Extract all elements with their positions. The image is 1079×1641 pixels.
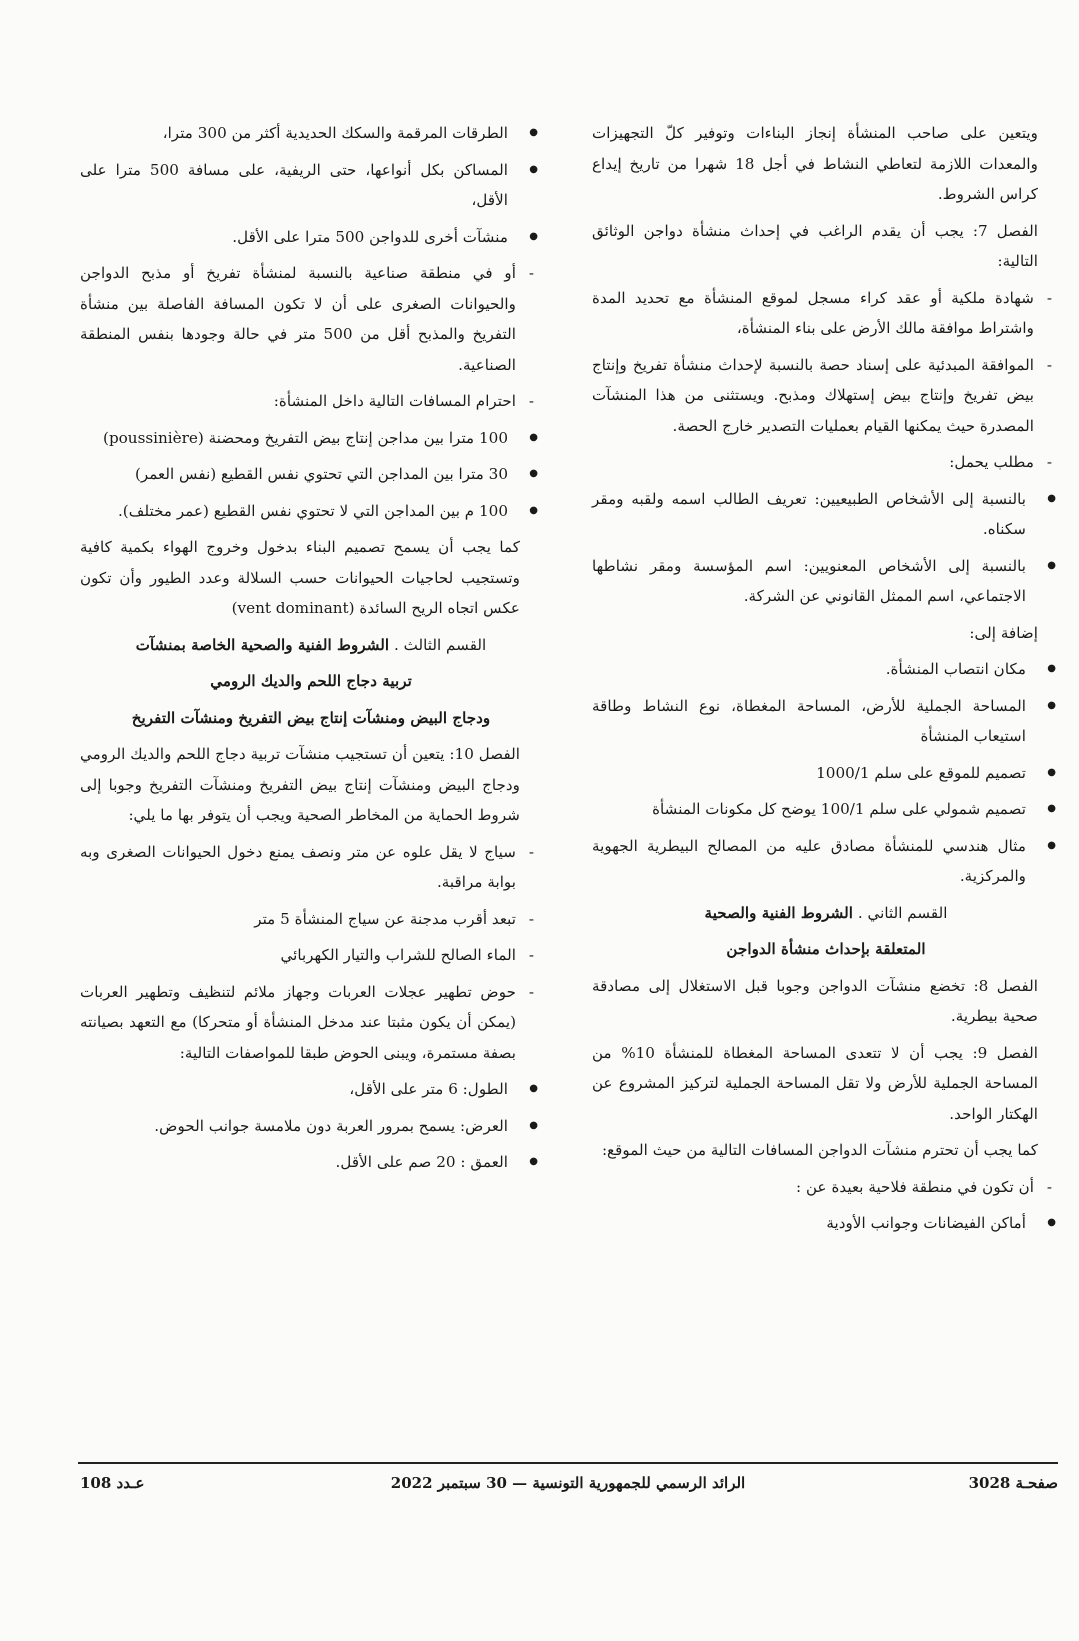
bullet-item: ● مكان انتصاب المنشأة. [592,654,1060,685]
dash-item: - احترام المسافات التالية داخل المنشأة: [80,386,542,417]
dash-item: - مطلب يحمل: [592,447,1060,478]
article-8: الفصل 8: تخضع منشآت الدواجن وجوبا قبل الاستغلال إلى مصادقة صحية بيطرية. [592,976,1038,1025]
bullet-item: ● العرض: يسمح بمرور العربة دون ملامسة جوانب الحوض. [80,1111,542,1142]
paragraph: كما يجب أن يسمح تصميم البناء بدخول وخروج الهواء بكمية كافية وتستجيب لحاجيات الحيوانات حسب السلالة وعدد الطيور وأن تكون عكس اتجاه الريح السائدة (vent dominant) [80,538,520,617]
bullet-item: ● 30 مترا بين المداجن التي تحتوي نفس القطيع (نفس العمر) [80,459,542,490]
bullet-item: ● بالنسبة إلى الأشخاص المعنويين: اسم المؤسسة ومقر نشاطها الاجتماعي، اسم الممثل القانوني عن الشركة. [592,551,1060,612]
bullet-item: ● منشآت أخرى للدواجن 500 مترا على الأقل. [80,222,542,253]
dash-item: - أو في منطقة صناعية بالنسبة لمنشأة تفريخ أو مذبح الدواجن والحيوانات الصغرى على أن لا تكون المسافة الفاصلة بين منشأة التفريخ والمذبح أقل من 500 متر في حالة وجودها بنفس المنطقة الصناعية. [80,258,542,380]
article-9: الفصل 9: يجب أن لا تتعدى المساحة المغطاة للمنشأة 10% من المساحة الجملية للأرض ولا تقل المساحة الجملية لتركيز المشروع عن الهكتار الواحد. [592,1043,1038,1123]
bullet-item: ● مثال هندسي للمنشأة مصادق عليه من المصالح البيطرية الجهوية والمركزية. [592,831,1060,892]
dash-item: - الماء الصالح للشراب والتيار الكهربائي [80,940,542,971]
dash-item: - سياج لا يقل علوه عن متر ونصف يمنع دخول الحيوانات الصغرى وبه بوابة مراقبة. [80,837,542,898]
dash-item: - تبعد أقرب مدجنة عن سياج المنشأة 5 متر [80,904,542,935]
section-title: الشروط الفنية والصحية الخاصة بمنشآت [135,635,390,654]
page-footer [78,1474,1058,1504]
dash-item: - أن تكون في منطقة فلاحية بعيدة عن : [592,1172,1060,1203]
bullet-item: ● تصميم للموقع على سلم 1000/1 [592,758,1060,789]
section-heading-line2: المتعلقة بإحداث منشأة الدواجن [726,940,926,958]
paragraph: ويتعين على صاحب المنشأة إنجاز البناءات وتوفير كلّ التجهيزات والمعدات اللازمة لتعاطي النشاط في أجل 18 شهرا من تاريخ إيداع كراس الشروط. [592,124,1038,203]
section-heading [80,630,542,661]
bullet-item: ● 100 م بين المداجن التي لا تحتوي نفس القطيع (عمر مختلف). [80,496,542,527]
issue-number: عـدد 108 [80,1474,145,1492]
section-heading-line2: تربية دجاج اللحم والديك الرومي [210,672,412,690]
bullet-item: ● الطرقات المرقمة والسكك الحديدية أكثر من 300 مترا، [80,118,542,149]
section-number: القسم الثالث . [389,635,487,654]
dash-item: - حوض تطهير عجلات العربات وجهاز ملائم لتنظيف وتطهير العربات (يمكن أن يكون مثبتا عند مدخل المنشأة أو متحركا) مع التعهد بصيانته بصفة مستمرة، ويبنى الحوض طبقا للمواصفات التالية: [80,977,542,1069]
paragraph: كما يجب أن تحترم منشآت الدواجن المسافات التالية من حيث الموقع: [601,1141,1038,1159]
bullet-item: ● تصميم شمولي على سلم 100/1 يوضح كل مكونات المنشأة [592,794,1060,825]
journal-title: الرائد الرسمي للجمهورية التونسية — 30 سبتمبر 2022 [390,1474,746,1492]
right-column [592,118,1060,1245]
section-heading-line3: ودجاج البيض ومنشآت إنتاج بيض التفريخ ومنشآت التفريخ [131,708,491,727]
article-10: الفصل 10: يتعين أن تستجيب منشآت تربية دجاج اللحم والديك الرومي ودجاج البيض ومنشآت إنتاج بيض التفريخ ومنشآت التفريخ وجوبا إلى شروط الحماية من المخاطر الصحية ويجب أن يتوفر بها ما يلي: [80,745,520,824]
bullet-item: ● أماكن الفيضانات وجوانب الأودية [592,1208,1060,1239]
dash-item: - شهادة ملكية أو عقد كراء مسجل لموقع المنشأة مع تحديد المدة واشتراط موافقة مالك الأرض على بناء المنشأة، [592,283,1060,344]
bullet-item: ● 100 مترا بين مداجن إنتاج بيض التفريخ ومحضنة (poussinière) [80,423,542,454]
left-column [80,118,542,1184]
bullet-item: ● العمق : 20 صم على الأقل. [80,1147,542,1178]
section-title: الشروط الفنية والصحية [704,903,853,922]
bullet-item: ● المساكن بكل أنواعها، حتى الريفية، على مسافة 500 مترا على الأقل، [80,155,542,216]
footer-rule [78,1462,1058,1464]
bullet-item: ● الطول: 6 متر على الأقل، [80,1074,542,1105]
page-number: صفحـة 3028 [968,1474,1058,1492]
article-7: الفصل 7: يجب أن يقدم الراغب في إحداث منشأة دواجن الوثائق التالية: [592,221,1038,270]
paragraph: إضافة إلى: [969,623,1038,642]
section-number: القسم الثاني . [853,903,948,922]
bullet-item: ● بالنسبة إلى الأشخاص الطبيعيين: تعريف الطالب اسمه ولقبه ومقر سكناه. [592,484,1060,545]
bullet-item: ● المساحة الجملية للأرض، المساحة المغطاة، نوع النشاط وطاقة استيعاب المنشأة [592,691,1060,752]
section-heading [592,898,1060,929]
dash-item: - الموافقة المبدئية على إسناد حصة بالنسبة لإحداث منشأة تفريخ وإنتاج بيض تفريخ وإنتاج بيض إستهلاك ومذبح. ويستثنى من هذا المنشآت المصدرة حيث يمكنها القيام بعمليات التصدير خارج الحصة. [592,350,1060,442]
